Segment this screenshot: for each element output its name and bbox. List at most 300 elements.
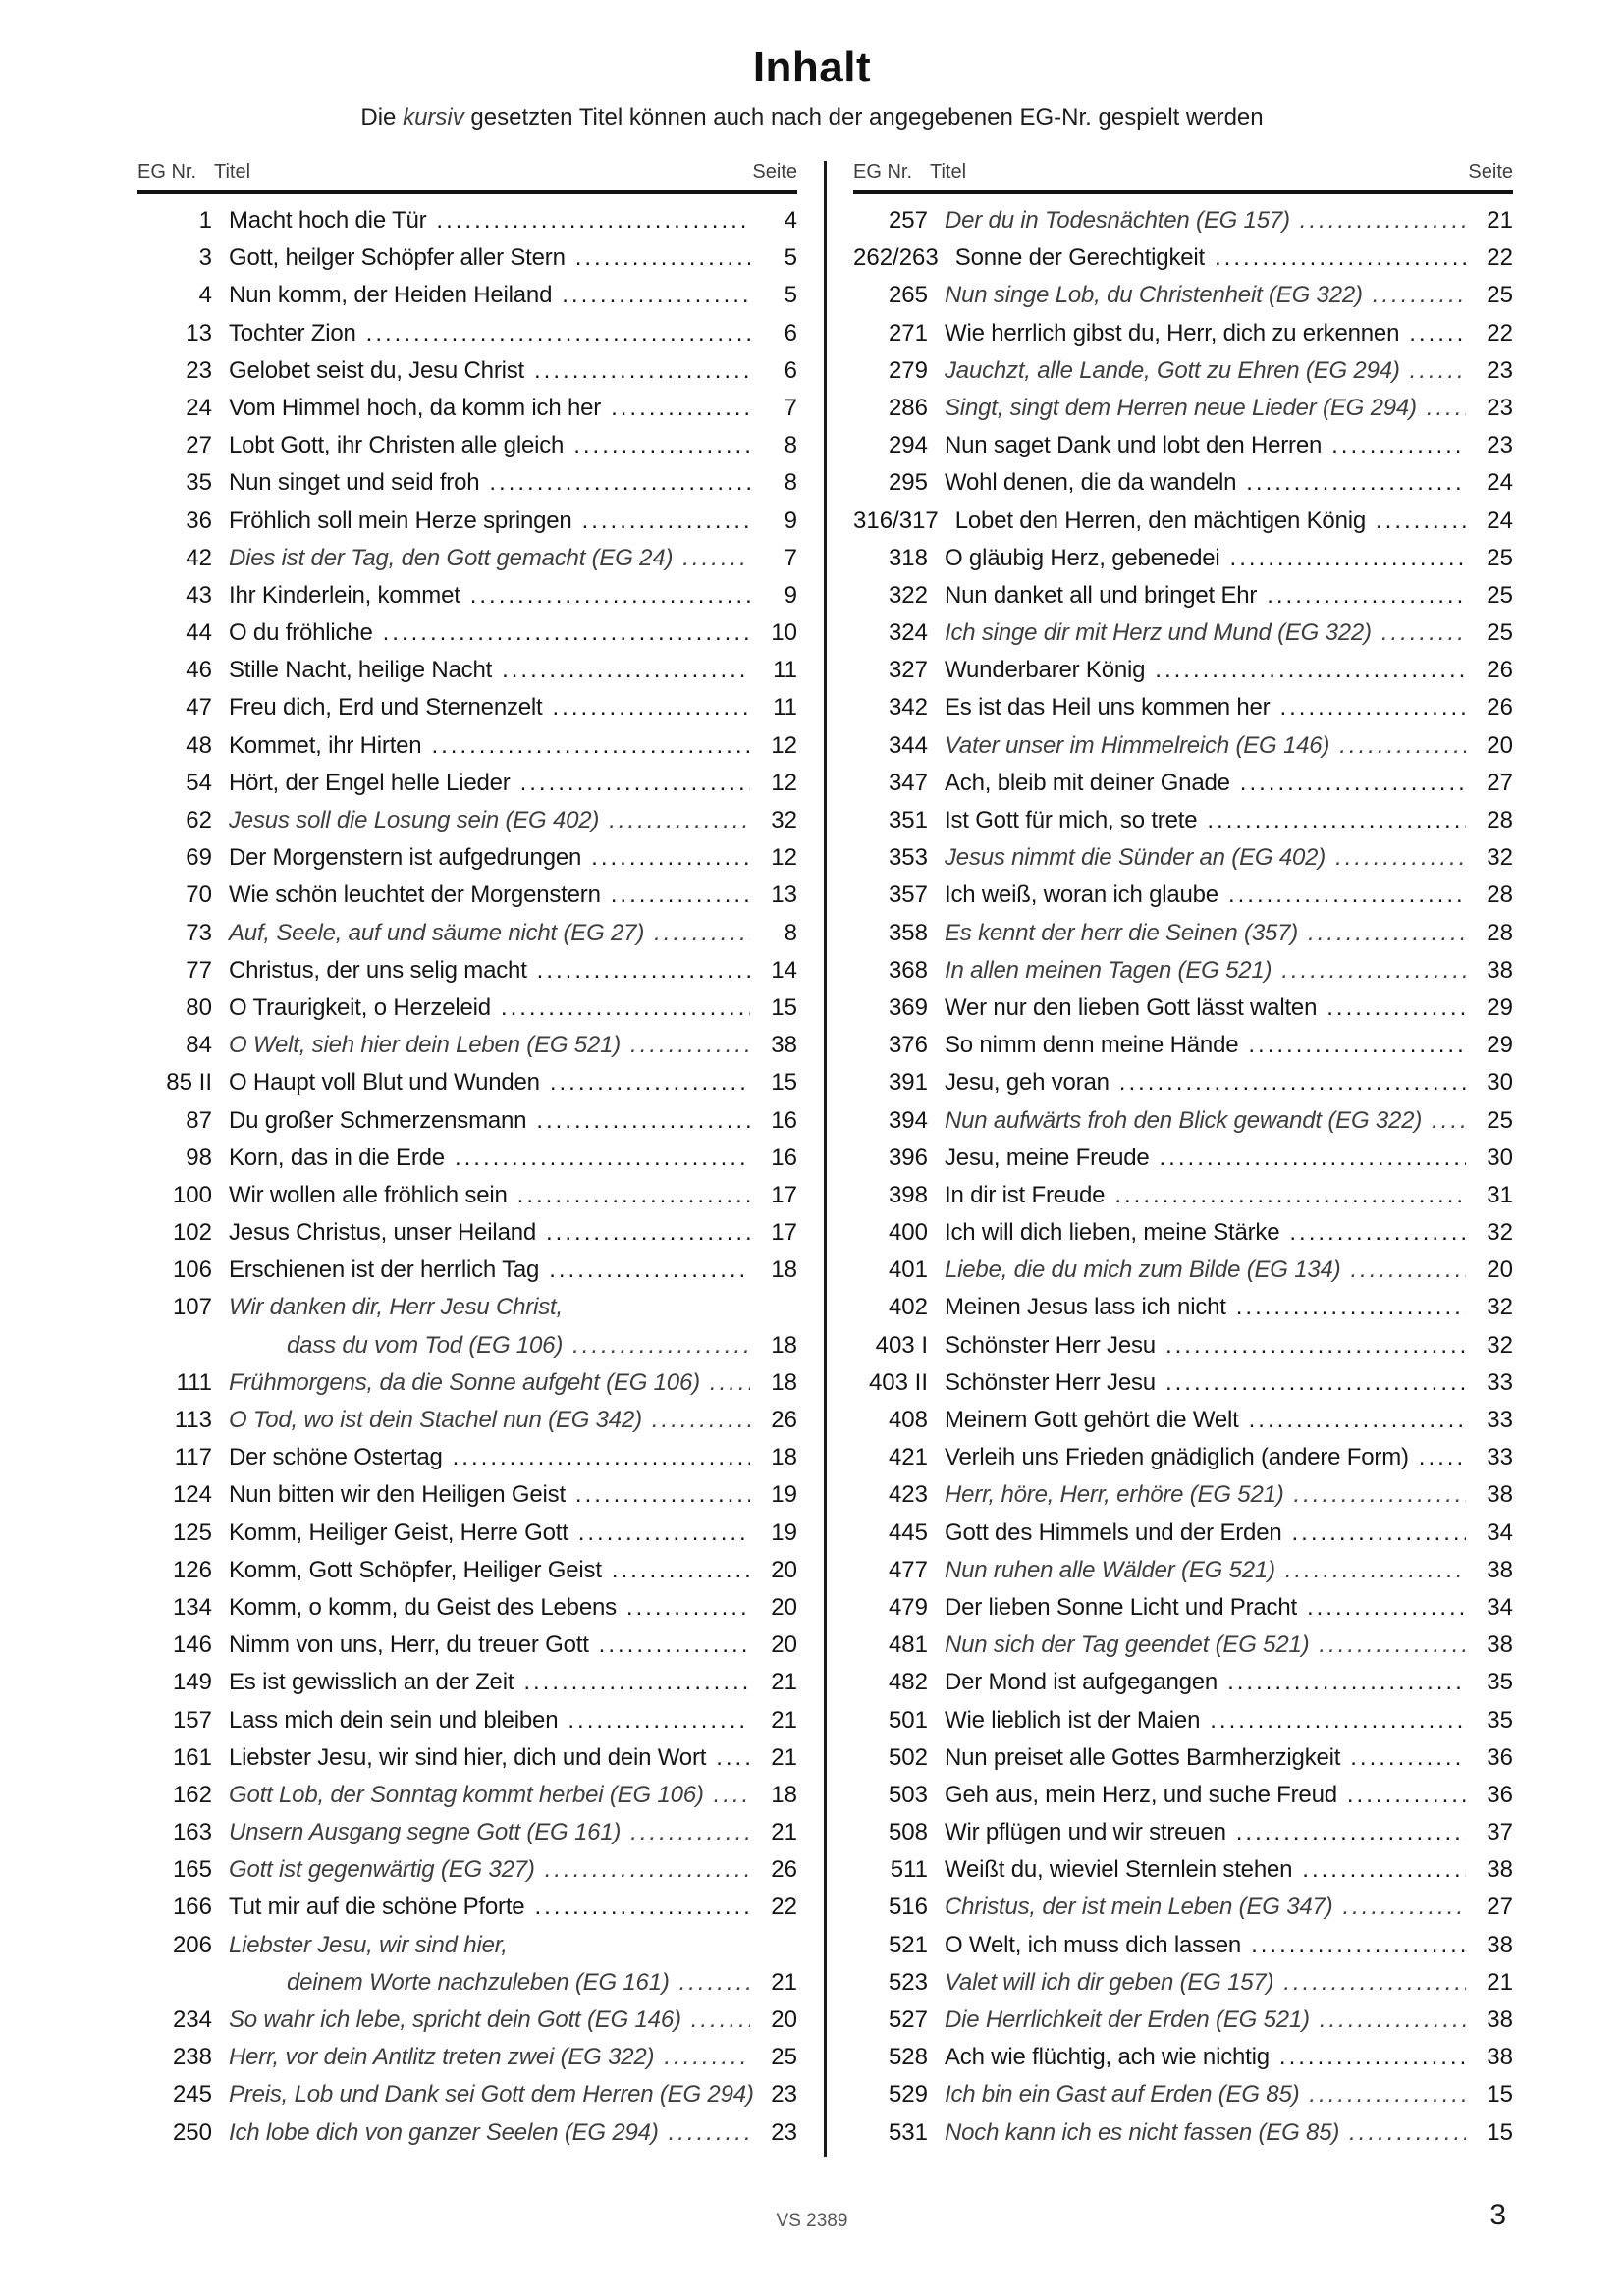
song-title: Gott ist gegenwärtig (EG 327): [229, 1856, 535, 1884]
song-title: Hört, der Engel helle Lieder: [229, 769, 511, 796]
eg-number: 44: [186, 619, 212, 647]
song-title: Tut mir auf die schöne Pforte: [229, 1894, 525, 1921]
toc-row: [137, 1707, 797, 1744]
song-title: Wie lieblich ist der Maien: [945, 1706, 1201, 1734]
eg-number: 113: [174, 1407, 212, 1433]
page-number: 22: [1487, 319, 1513, 347]
toc-row: [853, 619, 1513, 657]
toc-row: [853, 1594, 1513, 1631]
toc-row: [137, 844, 797, 881]
page-number: 25: [1487, 1106, 1513, 1134]
dot-leader: [716, 1744, 750, 1772]
toc-row: [853, 545, 1513, 582]
dot-leader: [523, 1669, 750, 1696]
song-title: Es ist das Heil uns kommen her: [945, 694, 1271, 721]
toc-row: [137, 507, 797, 545]
page-number: 23: [771, 2118, 797, 2146]
dot-leader: [1292, 1520, 1467, 1547]
page-number: 24: [1487, 507, 1513, 534]
dot-leader: [1236, 1819, 1466, 1846]
dot-leader: [1160, 1145, 1466, 1172]
page-number: 34: [1487, 1593, 1513, 1621]
song-title: Ich will dich lieben, meine Stärke: [945, 1219, 1280, 1247]
eg-number: 24: [186, 394, 212, 421]
dot-leader: [1227, 1669, 1466, 1696]
dot-leader: [1236, 1294, 1466, 1321]
song-title: Singt, singt dem Herren neue Lieder (EG 294): [945, 394, 1417, 421]
toc-row: [137, 1332, 797, 1369]
page-number: 21: [771, 1743, 797, 1771]
eg-number: 42: [186, 544, 212, 571]
toc-row: [137, 1856, 797, 1894]
song-title: Meinem Gott gehört die Welt: [945, 1407, 1239, 1433]
eg-number: 481: [888, 1631, 928, 1659]
dot-leader: [1339, 732, 1466, 760]
toc-row: [137, 1894, 797, 1931]
toc-row: [137, 881, 797, 919]
page-number: 6: [784, 319, 797, 347]
toc-row: [137, 1631, 797, 1669]
page-number: 33: [1487, 1407, 1513, 1433]
dot-leader: [575, 244, 750, 272]
toc-right-rows: [853, 207, 1513, 2157]
page-number: 33: [1487, 1368, 1513, 1396]
eg-number: 35: [186, 469, 212, 497]
song-title: Frühmorgens, da die Sonne aufgeht (EG 106): [229, 1368, 700, 1396]
dot-leader: [652, 1407, 750, 1434]
eg-number: 111: [176, 1368, 212, 1396]
toc-row: [137, 619, 797, 657]
page-number: 15: [771, 1069, 797, 1096]
eg-number: 77: [186, 956, 212, 984]
eg-number: 146: [172, 1631, 212, 1659]
toc-row: [853, 395, 1513, 432]
dot-leader: [1335, 844, 1466, 872]
dot-leader: [1320, 2006, 1466, 2034]
toc-row: [853, 694, 1513, 731]
page-number: 28: [1487, 881, 1513, 909]
song-title: Herr, vor dein Antlitz treten zwei (EG 322): [229, 2044, 655, 2071]
song-title: O du fröhliche: [229, 619, 373, 647]
song-title: Ich lobe dich von ganzer Seelen (EG 294): [229, 2118, 659, 2146]
eg-number: 322: [888, 581, 928, 609]
header-rule: [853, 190, 1513, 194]
dot-leader: [679, 1969, 750, 1997]
dot-leader: [502, 657, 750, 684]
eg-number: 527: [888, 2006, 928, 2033]
toc-row: [853, 1782, 1513, 1819]
page-number: 15: [771, 993, 797, 1021]
eg-number: 262/263: [853, 244, 939, 272]
dot-leader: [534, 1894, 750, 1921]
dot-leader: [1285, 1557, 1466, 1584]
dot-leader: [383, 619, 750, 647]
toc-row: [137, 1932, 797, 1969]
dot-leader: [520, 770, 750, 797]
song-title: So wahr ich lebe, spricht dein Gott (EG 146): [229, 2006, 681, 2033]
page-number: 23: [1487, 432, 1513, 459]
song-title: Jesus Christus, unser Heiland: [229, 1219, 537, 1247]
eg-number: 508: [888, 1819, 928, 1846]
eg-number: 358: [888, 919, 928, 946]
toc-row: [853, 657, 1513, 694]
toc-row: [137, 357, 797, 395]
song-title: Geh aus, mein Herz, und suche Freud: [945, 1781, 1337, 1808]
toc-row: [853, 732, 1513, 770]
page-number: 7: [784, 394, 797, 421]
dot-leader: [546, 1219, 750, 1247]
song-title: Der Morgenstern ist aufgedrungen: [229, 844, 582, 872]
eg-number: 165: [172, 1856, 212, 1884]
dot-leader: [1283, 1969, 1466, 1997]
page-number: 20: [771, 1593, 797, 1621]
footer-page-number: 3: [1489, 2199, 1506, 2231]
eg-number: 531: [888, 2118, 928, 2146]
toc-row: [853, 1444, 1513, 1481]
song-title: Christus, der uns selig macht: [229, 956, 527, 984]
song-title: O Haupt voll Blut und Wunden: [229, 1069, 540, 1096]
page-number: 29: [1487, 1032, 1513, 1059]
song-title: Nun komm, der Heiden Heiland: [229, 282, 553, 309]
song-title: Liebster Jesu, wir sind hier, dich und dein Wort: [229, 1743, 707, 1771]
song-title: Kommet, ihr Hirten: [229, 731, 422, 759]
page-number: 38: [1487, 1556, 1513, 1583]
page-number: 38: [1487, 1931, 1513, 1958]
eg-number: 157: [172, 1706, 212, 1734]
toc-row: [853, 1932, 1513, 1969]
page-number: 21: [1487, 207, 1513, 234]
eg-number: 234: [172, 2006, 212, 2033]
eg-number: 318: [888, 544, 928, 571]
eg-number: 69: [186, 844, 212, 872]
toc-row: [137, 1369, 797, 1407]
song-title: Du großer Schmerzensmann: [229, 1106, 527, 1134]
page-number: 30: [1487, 1069, 1513, 1096]
eg-number: 149: [172, 1669, 212, 1696]
song-title: O Traurigkeit, o Herzeleid: [229, 993, 491, 1021]
page-number: 35: [1487, 1669, 1513, 1696]
page-number: 38: [1487, 1631, 1513, 1659]
page-number: 18: [771, 1331, 797, 1359]
toc-row: [853, 1369, 1513, 1407]
toc-row: [137, 1294, 797, 1331]
dot-leader: [1165, 1369, 1466, 1397]
dot-leader: [609, 807, 750, 834]
toc-row: [137, 432, 797, 469]
page-number: 38: [1487, 1856, 1513, 1884]
song-title: Verleih uns Frieden gnädiglich (andere Form): [945, 1444, 1409, 1471]
song-title: Gott Lob, der Sonntag kommt herbei (EG 106): [229, 1781, 704, 1808]
song-title: Ihr Kinderlein, kommet: [229, 581, 460, 609]
song-title: Valet will ich dir geben (EG 157): [945, 1968, 1274, 1996]
toc-row: [853, 282, 1513, 319]
dot-leader: [630, 1032, 750, 1059]
song-title: Korn, das in die Erde: [229, 1144, 445, 1171]
dot-leader: [1281, 957, 1466, 985]
column-header: [853, 161, 1513, 184]
toc-row: [853, 1669, 1513, 1706]
song-title: Stille Nacht, heilige Nacht: [229, 657, 493, 684]
dot-leader: [1432, 1107, 1466, 1135]
eg-number: 511: [890, 1856, 928, 1884]
dot-leader: [1155, 657, 1466, 684]
page-number: 36: [1487, 1781, 1513, 1808]
song-title: Dies ist der Tag, den Gott gemacht (EG 24): [229, 544, 674, 571]
page-number: 21: [771, 1706, 797, 1734]
page-title: Inhalt: [752, 43, 872, 91]
eg-number: 126: [172, 1556, 212, 1583]
toc-row: [137, 994, 797, 1032]
toc-row: [137, 1145, 797, 1182]
eg-number: 477: [888, 1556, 928, 1583]
eg-number: 294: [888, 432, 928, 459]
eg-number: 36: [186, 507, 212, 534]
column-divider-line: [824, 161, 827, 2157]
page-number: 38: [1487, 1481, 1513, 1509]
eg-number: 502: [888, 1743, 928, 1771]
eg-number: 357: [888, 881, 928, 909]
page-number: 33: [1487, 1444, 1513, 1471]
page-number: 32: [771, 807, 797, 833]
page-subtitle: [0, 104, 1624, 132]
page-number: 25: [771, 2044, 797, 2071]
dot-leader: [591, 844, 750, 872]
dot-leader: [1347, 1782, 1466, 1809]
subtitle-kursiv-word: kursiv: [403, 104, 464, 131]
song-title: Nun saget Dank und lobt den Herren: [945, 432, 1323, 459]
song-title: Christus, der ist mein Leben (EG 347): [945, 1894, 1333, 1921]
song-title: Gelobet seist du, Jesu Christ: [229, 356, 525, 384]
eg-number: 1: [198, 207, 212, 234]
dot-leader: [366, 320, 750, 347]
song-title: Es kennt der herr die Seinen (357): [945, 919, 1299, 946]
toc-row: [853, 770, 1513, 807]
dot-leader: [568, 1707, 750, 1735]
song-title: Wir wollen alle fröhlich sein: [229, 1181, 508, 1208]
eg-number: 503: [888, 1781, 928, 1808]
dot-leader: [1230, 545, 1466, 572]
dot-leader: [534, 357, 750, 385]
dot-leader: [550, 1069, 750, 1096]
toc-row: [137, 2044, 797, 2081]
eg-number: 295: [888, 469, 928, 497]
eg-number: 265: [888, 282, 928, 309]
toc-row: [853, 244, 1513, 282]
song-title: Ich weiß, woran ich glaube: [945, 881, 1218, 909]
toc-row: [137, 1819, 797, 1856]
page-number: 17: [771, 1219, 797, 1247]
toc-row: [853, 582, 1513, 619]
toc-row: [137, 1444, 797, 1481]
eg-number: 54: [186, 769, 212, 796]
dot-leader: [1114, 1182, 1466, 1209]
eg-number: 423: [888, 1481, 928, 1509]
page-number: 25: [1487, 282, 1513, 309]
eg-number: 394: [888, 1106, 928, 1134]
song-title: Vom Himmel hoch, da komm ich her: [229, 394, 602, 421]
eg-number: 353: [888, 844, 928, 872]
toc-row: [137, 1557, 797, 1594]
page-number: 38: [1487, 2044, 1513, 2071]
eg-number: 376: [888, 1032, 928, 1059]
dot-leader: [714, 1782, 750, 1809]
dot-leader: [1207, 807, 1466, 834]
dot-leader: [1350, 1256, 1466, 1284]
page-number: 11: [773, 694, 797, 721]
toc-row: [137, 1069, 797, 1106]
header-eg-nr: EG Nr.: [853, 161, 913, 183]
document-header: [0, 0, 1624, 132]
toc-right-column: [853, 161, 1513, 2157]
song-title: Herr, höre, Herr, erhöre (EG 521): [945, 1481, 1284, 1509]
song-title: Lass mich dein sein und bleiben: [229, 1706, 559, 1734]
eg-number: 47: [186, 694, 212, 721]
eg-number: 238: [172, 2044, 212, 2071]
eg-number: 402: [888, 1294, 928, 1321]
toc-row: [137, 2119, 797, 2157]
song-title: Wie schön leuchtet der Morgenstern: [229, 881, 601, 909]
page-number: 22: [1487, 244, 1513, 272]
song-title: deinem Worte nachzuleben (EG 161): [287, 1968, 670, 1996]
dot-leader: [1240, 770, 1466, 797]
page-number: 38: [1487, 956, 1513, 984]
eg-number: 4: [198, 282, 212, 309]
page-number: 8: [784, 469, 797, 497]
toc-row: [137, 732, 797, 770]
song-title: Nun singet und seid froh: [229, 469, 480, 497]
eg-number: 162: [172, 1781, 212, 1808]
dot-leader: [1331, 432, 1466, 459]
page-number: 7: [784, 544, 797, 571]
dot-leader: [536, 1107, 750, 1135]
toc-row: [853, 507, 1513, 545]
page-number: 5: [784, 244, 797, 272]
eg-number: 134: [172, 1593, 212, 1621]
toc-row: [853, 2006, 1513, 2044]
eg-number: 62: [186, 807, 212, 833]
dot-leader: [611, 395, 750, 422]
page-number: 26: [771, 1856, 797, 1884]
dot-leader: [1246, 469, 1466, 497]
dot-leader: [1215, 244, 1466, 272]
toc-row: [137, 1782, 797, 1819]
dot-leader: [582, 507, 750, 535]
page-number: 21: [1487, 1968, 1513, 1996]
toc-row: [137, 1744, 797, 1782]
page-number: 12: [771, 844, 797, 872]
page-number: 9: [784, 581, 797, 609]
page-number: 23: [1487, 394, 1513, 421]
dot-leader: [1376, 507, 1466, 535]
dot-leader: [1300, 207, 1466, 235]
song-title: Ach wie flüchtig, ach wie nichtig: [945, 2044, 1270, 2071]
song-title: So nimm denn meine Hände: [945, 1032, 1239, 1059]
eg-number: 107: [172, 1294, 212, 1321]
dot-leader: [578, 1520, 750, 1547]
toc-row: [137, 582, 797, 619]
toc-row: [853, 1744, 1513, 1782]
eg-number: 482: [888, 1669, 928, 1696]
page-number: 32: [1487, 1219, 1513, 1247]
page-number: 21: [771, 1968, 797, 1996]
dot-leader: [545, 1856, 750, 1884]
page-number: 12: [771, 731, 797, 759]
eg-number: 257: [888, 207, 928, 234]
eg-number: 403 I: [875, 1331, 928, 1359]
page-number: 10: [771, 619, 797, 647]
dot-leader: [501, 994, 750, 1022]
page-number: 36: [1487, 1743, 1513, 1771]
song-title: Komm, Gott Schöpfer, Heiliger Geist: [229, 1556, 602, 1583]
song-title: Nun ruhen alle Wälder (EG 521): [945, 1556, 1275, 1583]
toc-row: [137, 244, 797, 282]
toc-row: [853, 432, 1513, 469]
page-number: 26: [771, 1407, 797, 1433]
eg-number: 3: [198, 244, 212, 272]
dot-leader: [1309, 2081, 1466, 2109]
song-title: Unsern Ausgang segne Gott (EG 161): [229, 1819, 622, 1846]
dot-leader: [1165, 1332, 1466, 1360]
toc-row: [137, 207, 797, 244]
song-title: Der schöne Ostertag: [229, 1444, 443, 1471]
eg-number: 106: [172, 1256, 212, 1284]
eg-number: 124: [172, 1481, 212, 1509]
dot-leader: [1410, 357, 1466, 385]
toc-row: [137, 2081, 797, 2118]
toc-row: [853, 1294, 1513, 1331]
page-number: 20: [771, 2006, 797, 2033]
page-number: 20: [1487, 731, 1513, 759]
toc-row: [853, 1707, 1513, 1744]
eg-number: 401: [888, 1256, 928, 1284]
song-title: Nun preiset alle Gottes Barmherzigkeit: [945, 1743, 1341, 1771]
eg-number: 250: [172, 2118, 212, 2146]
dot-leader: [682, 545, 750, 572]
eg-number: 403 II: [868, 1368, 928, 1396]
dot-leader: [1319, 1631, 1466, 1659]
song-title: Wohl denen, die da wandeln: [945, 469, 1237, 497]
page-number: 20: [771, 1556, 797, 1583]
eg-number: 46: [186, 657, 212, 684]
song-title: Jesus nimmt die Sünder an (EG 402): [945, 844, 1326, 872]
page-number: 16: [771, 1106, 797, 1134]
toc-row: [137, 694, 797, 731]
song-title: Der lieben Sonne Licht und Pracht: [945, 1593, 1297, 1621]
subtitle-post: gesetzten Titel können auch nach der angegebenen EG-Nr. gespielt werden: [463, 104, 1264, 131]
eg-number: 87: [186, 1106, 212, 1134]
page-number: 15: [1487, 2118, 1513, 2146]
dot-leader: [537, 957, 750, 985]
page-number: 32: [1487, 1294, 1513, 1321]
page-number: 35: [1487, 1706, 1513, 1734]
song-title: Komm, Heiliger Geist, Herre Gott: [229, 1519, 568, 1546]
page-number: 21: [771, 1669, 797, 1696]
toc-row: [853, 920, 1513, 957]
eg-number: 117: [174, 1444, 212, 1471]
eg-number: 84: [186, 1032, 212, 1059]
page-number: 32: [1487, 1331, 1513, 1359]
song-title: Wir pflügen und wir streuen: [945, 1819, 1226, 1846]
header-titel: Titel: [214, 161, 251, 183]
dot-leader: [611, 881, 750, 909]
toc-row: [137, 469, 797, 507]
dot-leader: [1289, 1219, 1466, 1247]
dot-leader: [470, 582, 750, 610]
song-title: Tochter Zion: [229, 319, 356, 347]
dot-leader: [549, 1256, 750, 1284]
dot-leader: [1419, 1444, 1466, 1471]
song-title: Lobet den Herren, den mächtigen König: [954, 507, 1366, 534]
